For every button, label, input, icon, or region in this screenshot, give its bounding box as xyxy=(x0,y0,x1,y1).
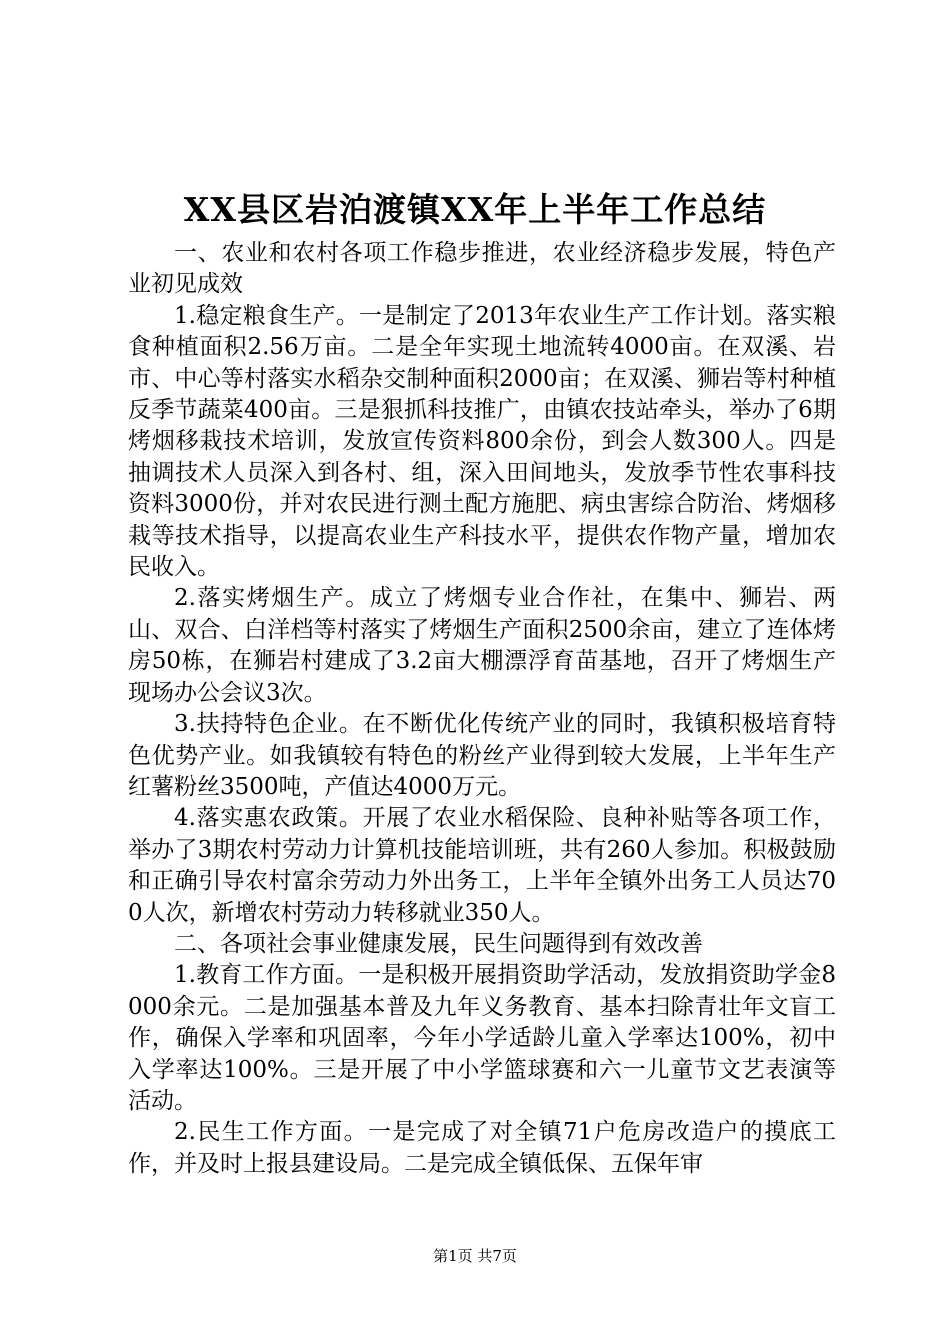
paragraph-tobacco-production: 2.落实烤烟生产。成立了烤烟专业合作社，在集中、狮岩、两山、双合、白洋档等村落实了烤烟生产面积2500余亩，建立了连体烤房50栋，在狮岩村建成了3.2亩大棚漂浮育苗基地，召开了烤烟生产现场办公会议3次。 xyxy=(128,585,836,706)
paragraph-education: 1.教育工作方面。一是积极开展捐资助学活动，发放捐资助学金8000余元。二是加强基本普及九年义务教育、基本扫除青壮年文盲工作，确保入学率和巩固率，今年小学适龄儿童入学率达100%，初中入学率达100%。三是开展了中小学篮球赛和六一儿童节文艺表演等活动。 xyxy=(128,962,836,1114)
paragraph-special-enterprises: 3.扶持特色企业。在不断优化传统产业的同时，我镇积极培育特色优势产业。如我镇较有特色的粉丝产业得到较大发展，上半年生产红薯粉丝3500吨，产值达4000万元。 xyxy=(128,711,836,800)
paragraph-agricultural-policy: 4.落实惠农政策。开展了农业水稻保险、良种补贴等各项工作，举办了3期农村劳动力计算机技能培训班，共有260人参加。积极鼓励和正确引导农村富余劳动力外出务工，上半年全镇外出务工人员达700人次，新增农村劳动力转移就业350人。 xyxy=(128,805,836,926)
document-title: XX县区岩泊渡镇XX年上半年工作总结 xyxy=(183,190,767,229)
page-number-footer: 第1页 共7页 xyxy=(433,1247,517,1265)
paragraph-grain-production: 1.稳定粮食生产。一是制定了2013年农业生产工作计划。落实粮食种植面积2.56万亩。二是全年实现土地流转4000亩。在双溪、岩市、中心等村落实水稻杂交制种面积2000亩；在双溪、狮岩等村种植反季节蔬菜400亩。三是狠抓科技推广，由镇农技站牵头，举办了6期烤烟移栽技术培训，发放宣传资料800余份，到会人数300人。四是抽调技术人员深入到各村、组，深入田间地头，发放季节性农事科技资料3000份，并对农民进行测土配方施肥、病虫害综合防治、烤烟移栽等技术指导，以提高农业生产科技水平，提供农作物产量，增加农民收入。 xyxy=(128,302,836,581)
paragraph-livelihood: 2.民生工作方面。一是完成了对全镇71户危房改造户的摸底工作，并及时上报县建设局。二是完成全镇低保、五保年审 xyxy=(128,1119,836,1177)
section-heading-1: 一、农业和农村各项工作稳步推进，农业经济稳步发展，特色产业初见成效 xyxy=(128,240,836,298)
section-heading-2: 二、各项社会事业健康发展，民生问题得到有效改善 xyxy=(174,930,703,957)
document-body xyxy=(128,238,836,1180)
